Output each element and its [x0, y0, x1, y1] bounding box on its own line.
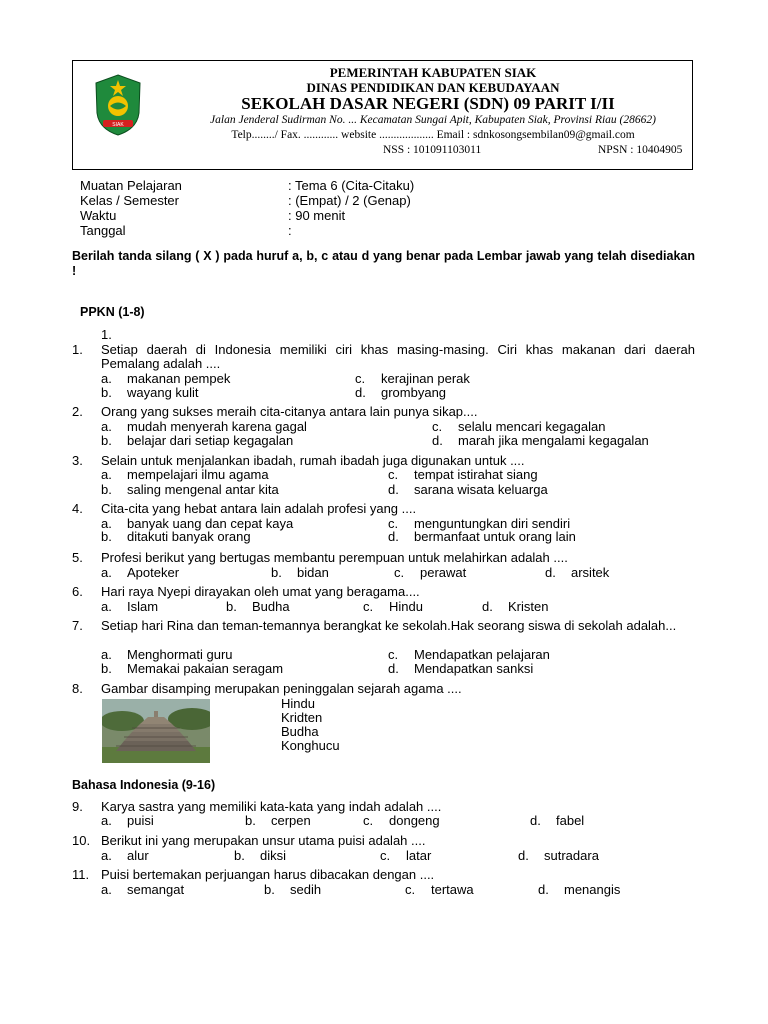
question-7 [72, 619, 695, 649]
option-d: d. Mendapatkan sanksi [388, 661, 534, 676]
question-number: 1. [72, 342, 83, 357]
question-text: Setiap daerah di Indonesia memiliki ciri khas masing-masing. Ciri khas makanan dari daerah Pemalang adalah .... [101, 342, 695, 371]
option-c: c. tertawa [405, 882, 474, 897]
question-text: Puisi bertemakan perjuangan harus dibacakan dengan .... [101, 867, 435, 882]
option-a: a. puisi [101, 813, 154, 828]
option-c: c. perawat [394, 565, 467, 580]
option-b: b. saling mengenal antar kita [101, 482, 279, 497]
option-d: d. menangis [538, 882, 621, 897]
option-b: b. bidan [271, 565, 329, 580]
question-text: Setiap hari Rina dan teman-temannya berangkat ke sekolah.Hak seorang siswa di sekolah adalah... [101, 618, 677, 633]
option-b: b. ditakuti banyak orang [101, 529, 251, 544]
question-text: Gambar disamping merupakan peninggalan sejarah agama .... [101, 681, 462, 696]
option-b: b. cerpen [245, 813, 311, 828]
question-text: Hari raya Nyepi dirayakan oleh umat yang beragama.... [101, 584, 420, 599]
option-a: a. mudah menyerah karena gagal [101, 419, 307, 434]
option-a: a. makanan pempek [101, 371, 231, 386]
question-number: 11. [72, 867, 90, 882]
stray-number: 1. [101, 327, 112, 342]
question-text: Selain untuk menjalankan ibadah, rumah ibadah juga digunakan untuk .... [101, 453, 525, 468]
section-heading-bahasa: Bahasa Indonesia (9-16) [72, 778, 216, 792]
option-c: c. Mendapatkan pelajaran [388, 647, 550, 662]
meta-label: Tanggal [80, 223, 126, 238]
question-text: Orang yang sukses meraih cita-citanya antara lain punya sikap.... [101, 404, 478, 419]
meta-label: Waktu [80, 208, 117, 223]
option-d: d. Kristen [482, 599, 549, 614]
kop-line-2: DINAS PENDIDIKAN DAN KEBUDAYAAN [306, 80, 560, 95]
option-b: b. wayang kulit [101, 385, 199, 400]
borobudur-temple-image [102, 699, 210, 763]
question-number: 6. [72, 584, 83, 599]
option-2: Kridten [281, 710, 323, 725]
question-number: 5. [72, 550, 83, 565]
question-number: 10. [72, 833, 91, 848]
option-1: Hindu [281, 696, 315, 711]
option-c: c. kerajinan perak [355, 371, 470, 386]
npsn-number: NPSN : 10404905 [598, 144, 683, 156]
question-number: 4. [72, 501, 83, 516]
option-b: b. diksi [234, 848, 287, 863]
option-a: a. semangat [101, 882, 185, 897]
option-c: c. menguntungkan diri sendiri [388, 516, 571, 531]
instruction-text: Berilah tanda silang ( X ) pada huruf a, b, c atau d yang benar pada Lembar jawab yang telah disediakan ! [72, 249, 695, 278]
option-b: b. belajar dari setiap kegagalan [101, 433, 294, 448]
option-c: c. selalu mencari kegagalan [432, 419, 606, 434]
option-3: Budha [281, 724, 319, 739]
option-a: a. banyak uang dan cepat kaya [101, 516, 294, 531]
option-b: b. sedih [264, 882, 322, 897]
school-logo-icon [93, 73, 143, 137]
nss-number: NSS : 101091103011 [383, 144, 482, 156]
question-text: Berikut ini yang merupakan unsur utama puisi adalah .... [101, 833, 426, 848]
option-a: a. mempelajari ilmu agama [101, 467, 269, 482]
letterhead [72, 60, 693, 170]
question-text: Karya sastra yang memiliki kata-kata yang indah adalah .... [101, 799, 442, 814]
option-d: d. marah jika mengalami kegagalan [432, 433, 649, 448]
meta-value: : Tema 6 (Cita-Citaku) [288, 178, 415, 193]
question-number: 8. [72, 681, 83, 696]
option-c: c. latar [380, 848, 432, 863]
meta-value: : [288, 223, 292, 238]
option-d: d. sarana wisata keluarga [388, 482, 548, 497]
option-a: a. alur [101, 848, 149, 863]
meta-label: Kelas / Semester [80, 193, 179, 208]
option-d: d. fabel [530, 813, 585, 828]
kop-line-1: PEMERINTAH KABUPATEN SIAK [329, 65, 537, 80]
question-number: 9. [72, 799, 83, 814]
school-contact: Telp......../ Fax. ............ website ................... Email : sdnkosongsembilan09@gmail.com [231, 129, 635, 141]
question-text: Cita-cita yang hebat antara lain adalah profesi yang .... [101, 501, 417, 516]
question-number: 3. [72, 453, 83, 468]
logo-text: SIAK [112, 122, 124, 128]
option-c: c. Hindu [363, 599, 423, 614]
option-a: a. Menghormati guru [101, 647, 233, 662]
option-a: a. Islam [101, 599, 159, 614]
option-b: b. Budha [226, 599, 290, 614]
school-name: SEKOLAH DASAR NEGERI (SDN) 09 PARIT I/II [241, 94, 615, 113]
option-c: c. dongeng [363, 813, 440, 828]
meta-value: : 90 menit [288, 208, 346, 223]
option-a: a. Apoteker [101, 565, 180, 580]
option-c: c. tempat istirahat siang [388, 467, 538, 482]
section-heading-ppkn: PPKN (1-8) [80, 305, 145, 319]
option-b: b. Memakai pakaian seragam [101, 661, 284, 676]
option-d: d. bermanfaat untuk orang lain [388, 529, 576, 544]
option-d: d. grombyang [355, 385, 447, 400]
meta-value: : (Empat) / 2 (Genap) [288, 193, 411, 208]
question-text: Profesi berikut yang bertugas membantu perempuan untuk melahirkan adalah .... [101, 550, 568, 565]
option-d: d. arsitek [545, 565, 610, 580]
question-number: 7. [72, 618, 83, 633]
option-d: d. sutradara [518, 848, 599, 863]
school-address: Jalan Jenderal Sudirman No. ... Kecamatan Sungai Apit, Kabupaten Siak, Provinsi Riau (28662) [210, 114, 656, 126]
meta-label: Muatan Pelajaran [80, 178, 182, 193]
question-number: 2. [72, 404, 83, 419]
option-4: Konghucu [281, 738, 340, 753]
